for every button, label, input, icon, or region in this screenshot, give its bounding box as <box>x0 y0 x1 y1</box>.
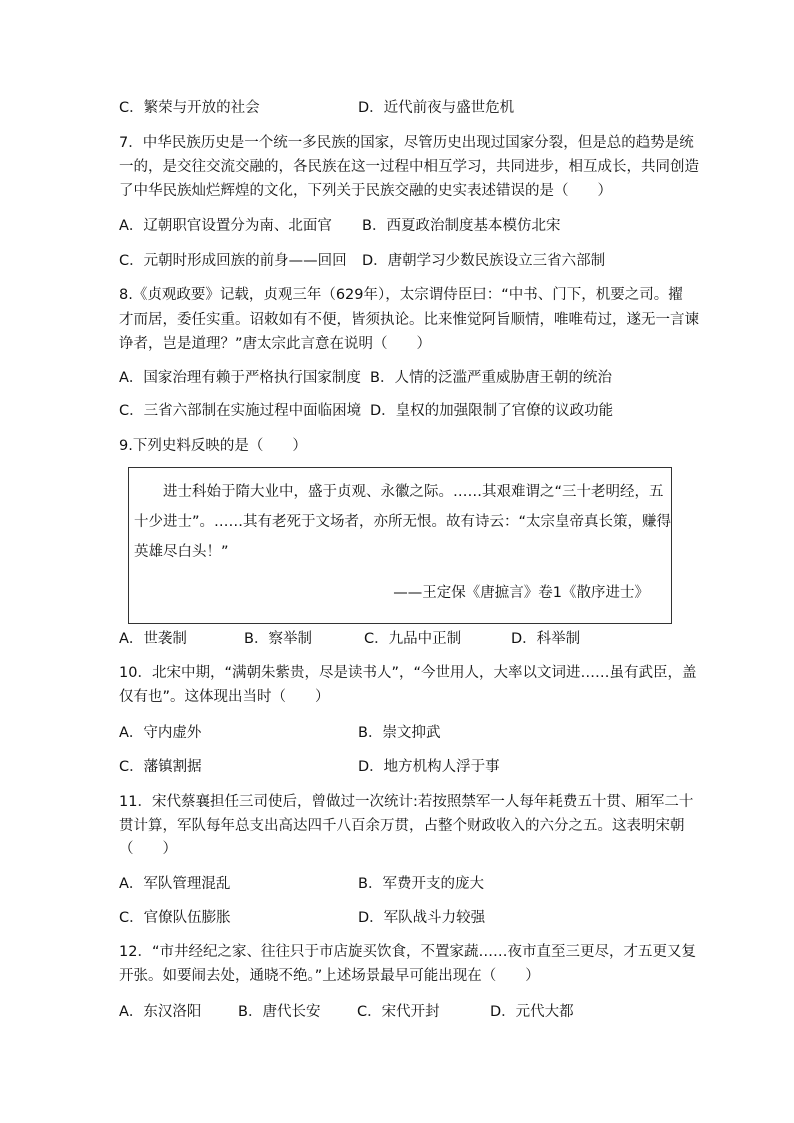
q8-option-b: B．人情的泛滥严重威胁唐王朝的统治 <box>370 370 612 386</box>
q9-quote-box <box>128 467 672 624</box>
q8-stem-line-2: 才而居，委任实重。诏敕如有不便，皆须执论。比来惟觉阿旨顺情，唯唯苟过，遂无一言谏 <box>119 312 699 328</box>
q10-option-d: D．地方机构人浮于事 <box>358 759 500 775</box>
q9-quote-source: ——王定保《唐摭言》卷1《散序进士》 <box>393 585 649 601</box>
q9-option-b: B．察举制 <box>244 631 312 647</box>
q7-stem-line-1: 7．中华民族历史是一个统一多民族的国家，尽管历史出现过国家分裂，但是总的趋势是统 <box>119 135 694 151</box>
q10-stem-line-1: 10．北宋中期，“满朝朱紫贵，尽是读书人”，“今世用人，大率以文词进……虽有武臣，盖 <box>119 665 697 681</box>
q11-option-b: B．军费开支的庞大 <box>358 876 484 892</box>
q12-stem-line-1: 12．“市井经纪之家、往往只于市店旋买饮食，不置家蔬……夜市直至三更尽，才五更又复 <box>119 944 696 960</box>
q10-option-c: C．藩镇割据 <box>119 759 202 775</box>
q9-option-c: C．九品中正制 <box>364 631 462 647</box>
q7-option-a: A．辽朝职官设置分为南、北面官 <box>119 218 332 234</box>
q7-option-d: D．唐朝学习少数民族设立三省六部制 <box>362 253 606 269</box>
q11-option-c: C．官僚队伍膨胀 <box>119 910 231 926</box>
q9-quote-line-1: 进士科始于隋大业中，盛于贞观、永徽之际。……其艰难谓之“三十老明经，五 <box>163 484 664 500</box>
q6-option-c: C．繁荣与开放的社会 <box>119 100 260 116</box>
q12-option-b: B．唐代长安 <box>238 1004 321 1020</box>
q8-option-d: D．皇权的加强限制了官僚的议政功能 <box>370 403 614 419</box>
q8-option-a: A．国家治理有赖于严格执行国家制度 <box>119 370 361 386</box>
q10-option-b: B．崇文抑武 <box>358 725 441 741</box>
q9-quote-line-2: 十少进士”。……其有老死于文场者，亦所无恨。故有诗云：“太宗皇帝真长策，赚得 <box>134 514 672 530</box>
q10-stem-line-2: 仅有也”。这体现出当时（ ） <box>119 689 330 705</box>
q11-stem-line-1: 11．宋代蔡襄担任三司使后，曾做过一次统计:若按照禁军一人每年耗费五十贯、厢军二十 <box>119 794 694 810</box>
q11-option-a: A．军队管理混乱 <box>119 876 231 892</box>
q11-option-d: D．军队战斗力较强 <box>358 910 486 926</box>
q11-stem-line-3: （ ） <box>119 841 177 857</box>
q8-stem-line-1: 8.《贞观政要》记载，贞观三年（629年），太宗谓侍臣曰：“中书、门下，机要之司。擢 <box>119 287 683 303</box>
q12-option-c: C．宋代开封 <box>357 1004 440 1020</box>
q10-option-a: A．守内虚外 <box>119 725 202 741</box>
q11-stem-line-2: 贯计算，军队每年总支出高达四千八百余万贯，占整个财政收入的六分之五。这表明宋朝 <box>119 818 685 834</box>
q7-option-c: C．元朝时形成回族的前身——回回 <box>119 253 347 269</box>
q7-option-b: B．西夏政治制度基本模仿北宋 <box>362 218 561 234</box>
q9-option-a: A．世袭制 <box>119 631 187 647</box>
q9-option-d: D．科举制 <box>511 631 581 647</box>
q12-option-a: A．东汉洛阳 <box>119 1004 202 1020</box>
q7-stem-line-3: 了中华民族灿烂辉煌的文化，下列关于民族交融的史实表述错误的是（ ） <box>119 183 612 199</box>
q12-option-d: D．元代大都 <box>490 1004 574 1020</box>
q9-stem: 9.下列史料反映的是（ ） <box>119 438 307 454</box>
q6-option-d: D．近代前夜与盛世危机 <box>358 100 515 116</box>
q9-quote-line-3: 英雄尽白头！” <box>134 544 229 560</box>
q7-stem-line-2: 一的，是交往交流交融的，各民族在这一过程中相互学习，共同进步，相互成长，共同创造 <box>119 159 699 175</box>
q8-stem-line-3: 诤者，岂是道理？”唐太宗此言意在说明（ ） <box>119 336 432 352</box>
q8-option-c: C．三省六部制在实施过程中面临困境 <box>119 403 362 419</box>
q12-stem-line-2: 开张。如要闹去处，通晓不绝。”上述场景最早可能出现在（ ） <box>119 968 540 984</box>
